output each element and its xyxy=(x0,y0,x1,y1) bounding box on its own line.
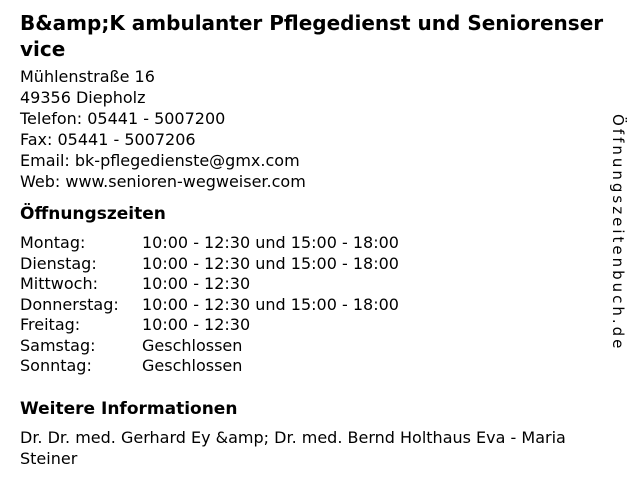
contact-phone: Telefon: 05441 - 5007200 xyxy=(20,109,226,128)
hours-value: 10:00 - 12:30 und 15:00 - 18:00 xyxy=(142,294,399,314)
hours-row-sunday xyxy=(20,356,399,377)
more-info-heading: Weitere Informationen xyxy=(20,398,238,419)
hours-value: Geschlossen xyxy=(142,335,243,355)
hours-value: 10:00 - 12:30 und 15:00 - 18:00 xyxy=(142,233,399,252)
hours-value: 10:00 - 12:30 und 15:00 - 18:00 xyxy=(142,253,399,273)
contact-fax: Fax: 05441 - 5007206 xyxy=(20,130,196,149)
hours-row-wednesday xyxy=(20,274,399,295)
day-label: Sonntag: xyxy=(20,356,92,375)
hours-row-monday xyxy=(20,233,399,254)
hours-value: 10:00 - 12:30 xyxy=(142,315,251,334)
day-label: Donnerstag: xyxy=(20,294,119,314)
day-label: Freitag: xyxy=(20,315,81,334)
hours-row-saturday xyxy=(20,336,399,357)
contact-street: Mühlenstraße 16 xyxy=(20,67,155,86)
hours-row-thursday xyxy=(20,295,399,316)
page-title: B&amp;K ambulanter Pflegedienst und Seniorenservice xyxy=(20,11,604,61)
hours-value: 10:00 - 12:30 xyxy=(142,274,251,293)
opening-hours-table xyxy=(20,233,399,377)
business-listing-page xyxy=(20,6,612,469)
day-label: Montag: xyxy=(20,233,86,252)
watermark-site-name: Öffnungszeitenbuch.de xyxy=(609,114,627,352)
contact-email: Email: bk-pflegedienste@gmx.com xyxy=(20,151,300,170)
contact-block xyxy=(20,66,612,192)
hours-row-friday xyxy=(20,315,399,336)
day-label: Mittwoch: xyxy=(20,274,98,293)
hours-row-tuesday xyxy=(20,254,399,275)
contact-website: Web: www.senioren-wegweiser.com xyxy=(20,172,306,191)
hours-value: Geschlossen xyxy=(142,356,243,375)
contact-city: 49356 Diepholz xyxy=(20,88,146,107)
day-label: Dienstag: xyxy=(20,253,97,273)
opening-hours-heading: Öffnungszeiten xyxy=(20,204,166,224)
more-info-text: Dr. Dr. med. Gerhard Ey &amp; Dr. med. Bernd Holthaus Eva - Maria Steiner xyxy=(20,427,566,468)
day-label: Samstag: xyxy=(20,335,96,355)
